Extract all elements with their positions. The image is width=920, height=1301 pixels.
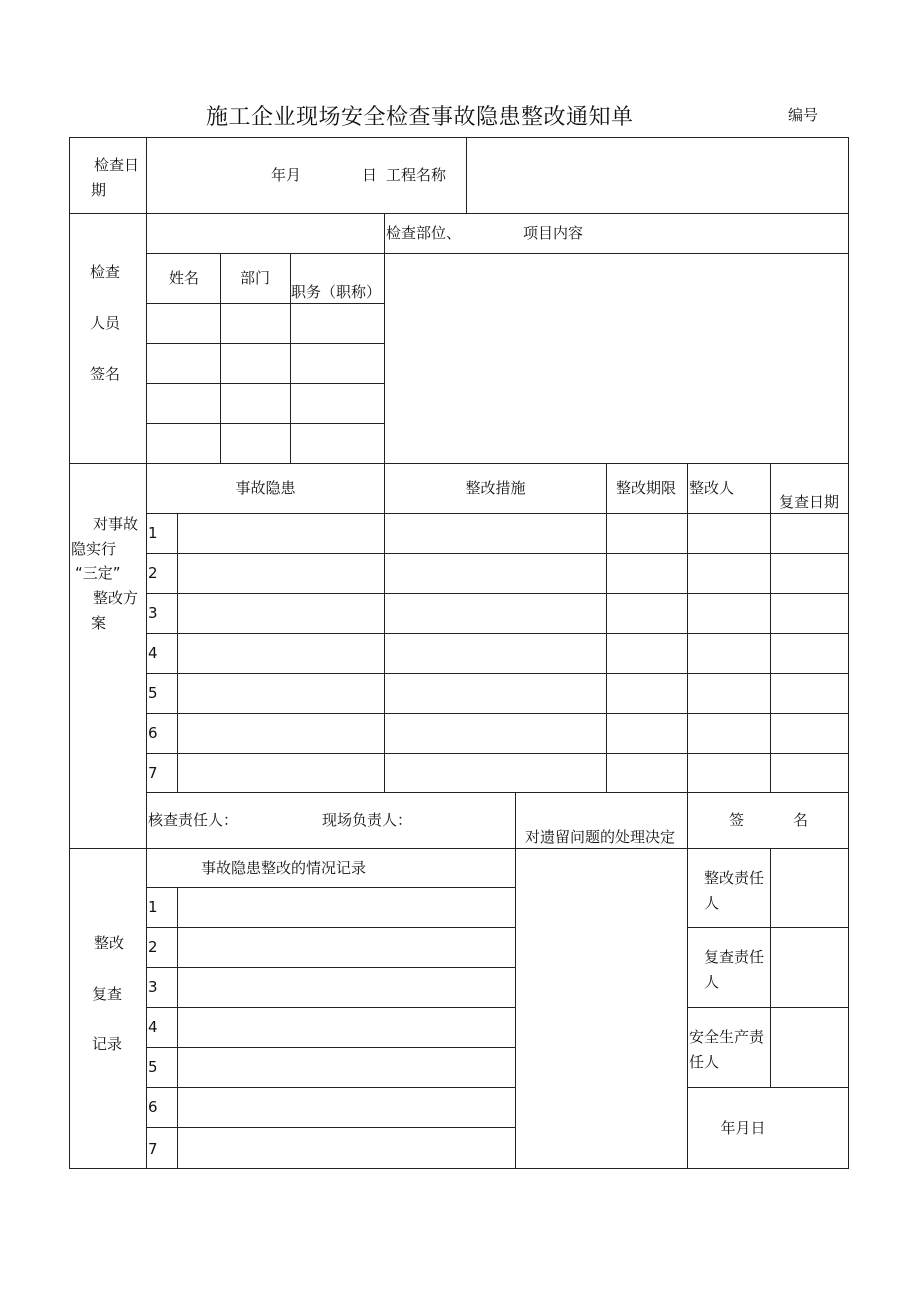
safety-responsible-line2: 任人 <box>689 1053 720 1071</box>
sign-label-char1: 签 <box>729 811 745 829</box>
plan-label-line5: 案 <box>91 614 107 632</box>
col-hazard-header: 事故隐患 <box>235 479 296 497</box>
page-title: 施工企业现场安全检查事故隐患整改通知单 <box>206 105 634 130</box>
plan-row-number: 1 <box>148 524 158 542</box>
recheck-date-label: 年月日 <box>720 1119 766 1137</box>
rectify-responsible-line1: 整改责任 <box>704 869 765 887</box>
recheck-row-number: 1 <box>148 898 158 916</box>
col-name-header: 姓名 <box>169 269 200 287</box>
plan-row-number: 6 <box>148 724 158 742</box>
serial-number-label: 编号 <box>788 106 819 124</box>
recheck-responsible-line2: 人 <box>704 973 720 991</box>
col-title-header: 职务（职称） <box>291 283 382 301</box>
plan-row-number: 3 <box>148 604 158 622</box>
plan-label-line4: 整改方 <box>93 589 139 607</box>
recheck-label-line1: 整改 <box>94 934 125 952</box>
recheck-row-number: 3 <box>148 978 158 996</box>
plan-label-line2: 隐实行 <box>71 540 117 558</box>
plan-row-number: 5 <box>148 684 158 702</box>
check-responsible-label: 核查责任人： <box>148 811 239 829</box>
col-dept-header: 部门 <box>240 269 271 287</box>
recheck-row-number: 5 <box>148 1058 158 1076</box>
plan-row-number: 7 <box>148 764 158 782</box>
inspectors-label-line1: 检查 <box>90 263 121 281</box>
project-name-label: 工程名称 <box>386 166 447 184</box>
rectify-responsible-line2: 人 <box>704 894 720 912</box>
site-responsible-label: 现场负责人： <box>322 811 413 829</box>
recheck-row-number: 4 <box>148 1018 158 1036</box>
inspection-date-day: 日 <box>362 166 378 184</box>
form-border <box>70 138 849 1169</box>
col-measures-header: 整改措施 <box>465 479 526 497</box>
inspection-date-year-month: 年月 <box>271 166 302 184</box>
inspection-date-label-line2: 期 <box>91 181 107 199</box>
plan-label-line1: 对事故 <box>93 515 139 533</box>
safety-responsible-line1: 安全生产责 <box>689 1028 765 1046</box>
col-person-header: 整改人 <box>689 479 735 497</box>
inspection-items-heading: 项目内容 <box>523 224 584 242</box>
inspectors-label-line2: 人员 <box>90 314 121 332</box>
plan-row-number: 4 <box>148 644 158 662</box>
inspection-date-label-line1: 检查日 <box>94 156 140 174</box>
record-heading: 事故隐患整改的情况记录 <box>201 859 367 877</box>
inspection-area-heading: 检查部位、 <box>386 224 462 242</box>
col-deadline-header: 整改期限 <box>616 479 677 497</box>
inspectors-label-line3: 签名 <box>90 365 121 383</box>
recheck-label-line3: 记录 <box>92 1035 123 1053</box>
recheck-responsible-line1: 复查责任 <box>704 948 765 966</box>
recheck-label-line2: 复查 <box>92 985 123 1003</box>
recheck-row-number: 2 <box>148 938 158 956</box>
sign-label-char2: 名 <box>793 811 809 829</box>
col-recheck-date-header: 复查日期 <box>779 493 840 511</box>
plan-row-number: 2 <box>148 564 158 582</box>
legacy-decision-label: 对遗留问题的处理决定 <box>525 828 676 846</box>
recheck-row-number: 6 <box>148 1098 158 1116</box>
plan-label-line3: “三定” <box>75 564 121 582</box>
recheck-row-number: 7 <box>148 1140 158 1158</box>
